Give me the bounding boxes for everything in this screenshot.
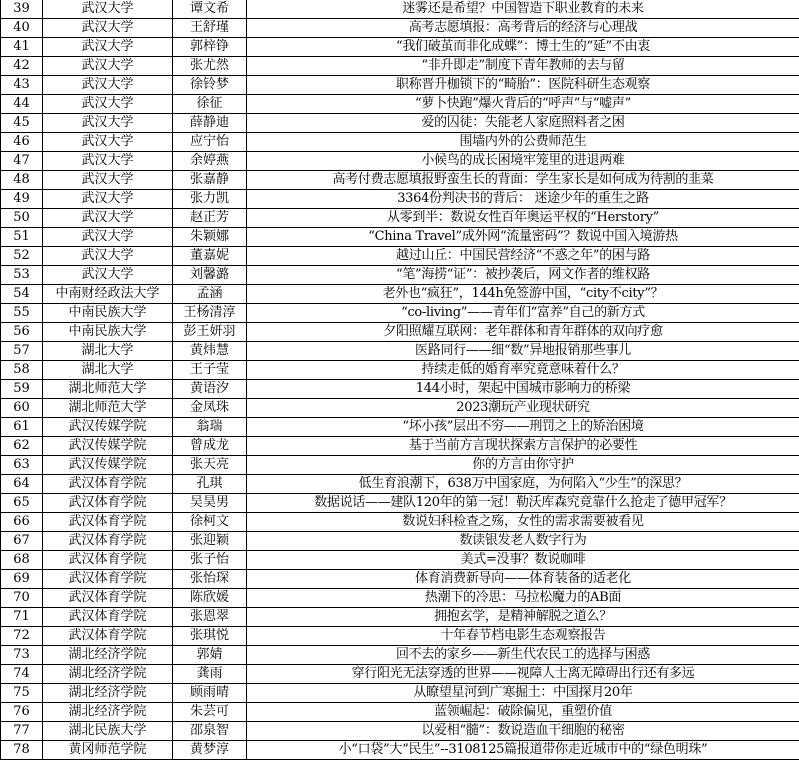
work-title: 以爱相“髓”：数说造血干细胞的秘密: [247, 722, 799, 741]
author-name: 邵泉智: [173, 722, 247, 741]
work-title: 你的方言由你守护: [247, 456, 799, 475]
work-title: 从零到半：数说女性百年奥运平权的“Herstory”: [247, 209, 799, 228]
work-title: “非升即走”制度下青年教师的去与留: [247, 57, 799, 76]
row-number: 43: [1, 76, 43, 95]
author-name: 余婷燕: [173, 152, 247, 171]
author-name: 王舒瑾: [173, 19, 247, 38]
table-row: [1, 551, 799, 570]
work-title: 爱的囚徒：失能老人家庭照料者之困: [247, 114, 799, 133]
table-row: [1, 171, 799, 190]
work-title: 数读银发老人数字行为: [247, 532, 799, 551]
school-name: 武汉体育学院: [43, 570, 173, 589]
work-title: 从瞭望星河到广寒掘土：中国探月20年: [247, 684, 799, 703]
school-name: 湖北大学: [43, 342, 173, 361]
work-title: 144小时，架起中国城市影响力的桥梁: [247, 380, 799, 399]
work-title: 基于当前方言现状探索方言保护的必要性: [247, 437, 799, 456]
row-number: 74: [1, 665, 43, 684]
table-row: [1, 513, 799, 532]
table-row: [1, 608, 799, 627]
work-title: 高考志愿填报：高考背后的经济与心理战: [247, 19, 799, 38]
work-title: 拥抱玄学，是精神解脱之道么？: [247, 608, 799, 627]
table-row: [1, 57, 799, 76]
work-title: 越过山丘：中国民营经济“不惑之年”的困与路: [247, 247, 799, 266]
row-number: 42: [1, 57, 43, 76]
school-name: 武汉大学: [43, 95, 173, 114]
author-name: 孟涵: [173, 285, 247, 304]
school-name: 湖北经济学院: [43, 665, 173, 684]
author-name: 龚雨: [173, 665, 247, 684]
table-row: [1, 228, 799, 247]
school-name: 武汉传媒学院: [43, 418, 173, 437]
table-row: [1, 570, 799, 589]
school-name: 湖北经济学院: [43, 684, 173, 703]
school-name: 黄冈师范学院: [43, 741, 173, 760]
row-number: 69: [1, 570, 43, 589]
school-name: 武汉传媒学院: [43, 437, 173, 456]
row-number: 51: [1, 228, 43, 247]
work-title: 回不去的家乡——新生代农民工的选择与困惑: [247, 646, 799, 665]
author-name: 王子莹: [173, 361, 247, 380]
author-name: 张怡琛: [173, 570, 247, 589]
school-name: 武汉大学: [43, 133, 173, 152]
author-name: 张恩翠: [173, 608, 247, 627]
row-number: 40: [1, 19, 43, 38]
school-name: 湖北民族大学: [43, 722, 173, 741]
work-title: 小“口袋”大“民生”--3108125篇报道带你走近城市中的“绿色明珠”: [247, 741, 799, 760]
table-row: [1, 190, 799, 209]
table-row: [1, 380, 799, 399]
row-number: 59: [1, 380, 43, 399]
row-number: 72: [1, 627, 43, 646]
row-number: 48: [1, 171, 43, 190]
work-title: 十年春节档电影生态观察报告: [247, 627, 799, 646]
school-name: 武汉大学: [43, 38, 173, 57]
table-row: [1, 456, 799, 475]
author-name: 顾雨晴: [173, 684, 247, 703]
school-name: 中南财经政法大学: [43, 285, 173, 304]
table-row: [1, 665, 799, 684]
work-title: 美式=没事？数说咖啡: [247, 551, 799, 570]
row-number: 70: [1, 589, 43, 608]
table-row: [1, 741, 799, 760]
table-row: [1, 399, 799, 418]
work-title: 老外也“疯狂”，144h免签游中国，“city不city”？: [247, 285, 799, 304]
school-name: 武汉体育学院: [43, 627, 173, 646]
table-row: [1, 285, 799, 304]
row-number: 63: [1, 456, 43, 475]
school-name: 武汉大学: [43, 228, 173, 247]
row-number: 68: [1, 551, 43, 570]
school-name: 武汉体育学院: [43, 494, 173, 513]
table-row: [1, 342, 799, 361]
school-name: 湖北经济学院: [43, 703, 173, 722]
row-number: 39: [1, 0, 43, 19]
author-name: 吴昊男: [173, 494, 247, 513]
row-number: 44: [1, 95, 43, 114]
work-title: 数据说话——建队120年的第一冠！勒沃库森究竟靠什么抢走了德甲冠军？: [247, 494, 799, 513]
author-name: 王杨清淳: [173, 304, 247, 323]
work-title: 体育消费新导向——体育装备的适老化: [247, 570, 799, 589]
school-name: 武汉大学: [43, 0, 173, 19]
school-name: 武汉体育学院: [43, 513, 173, 532]
school-name: 湖北经济学院: [43, 646, 173, 665]
work-title: 数说妇科检查之殇，女性的需求需要被看见: [247, 513, 799, 532]
author-name: 薛静迪: [173, 114, 247, 133]
author-name: 张天亮: [173, 456, 247, 475]
row-number: 50: [1, 209, 43, 228]
table-row: [1, 266, 799, 285]
author-name: 曾成龙: [173, 437, 247, 456]
author-name: 董嘉妮: [173, 247, 247, 266]
row-number: 60: [1, 399, 43, 418]
school-name: 武汉大学: [43, 209, 173, 228]
author-name: 刘馨潞: [173, 266, 247, 285]
table-row: [1, 0, 799, 19]
work-title: “China Travel”成外网“流量密码”？数说中国入境游热: [247, 228, 799, 247]
row-number: 53: [1, 266, 43, 285]
row-number: 56: [1, 323, 43, 342]
work-title: 穿行阳光无法穿透的世界——视障人士离无障碍出行还有多远: [247, 665, 799, 684]
work-title: 小候鸟的成长困境牢笼里的进退两难: [247, 152, 799, 171]
table-row: [1, 38, 799, 57]
table-row: [1, 418, 799, 437]
table-row: [1, 361, 799, 380]
row-number: 49: [1, 190, 43, 209]
work-title: “坏小孩”层出不穷——刑罚之上的矫治困境: [247, 418, 799, 437]
row-number: 58: [1, 361, 43, 380]
row-number: 62: [1, 437, 43, 456]
school-name: 中南民族大学: [43, 323, 173, 342]
table-row: [1, 76, 799, 95]
table-row: [1, 304, 799, 323]
row-number: 61: [1, 418, 43, 437]
school-name: 武汉体育学院: [43, 475, 173, 494]
row-number: 73: [1, 646, 43, 665]
table-row: [1, 133, 799, 152]
table-row: [1, 646, 799, 665]
school-name: 武汉大学: [43, 247, 173, 266]
work-title: “co-living”——青年们“富养”自己的新方式: [247, 304, 799, 323]
author-name: 孔琪: [173, 475, 247, 494]
table-row: [1, 95, 799, 114]
row-number: 55: [1, 304, 43, 323]
row-number: 46: [1, 133, 43, 152]
author-name: 翁瑞: [173, 418, 247, 437]
work-title: 3364份判决书的背后： 迷途少年的重生之路: [247, 190, 799, 209]
work-title: 职称晋升枷锁下的“畸胎”：医院科研生态观察: [247, 76, 799, 95]
table-row: [1, 209, 799, 228]
table-body: [1, 0, 799, 760]
work-title: 医路同行——细“数”异地报销那些事儿: [247, 342, 799, 361]
author-name: 应宁怡: [173, 133, 247, 152]
author-name: 朱芸可: [173, 703, 247, 722]
school-name: 武汉体育学院: [43, 589, 173, 608]
school-name: 武汉大学: [43, 19, 173, 38]
row-number: 57: [1, 342, 43, 361]
row-number: 52: [1, 247, 43, 266]
row-number: 65: [1, 494, 43, 513]
school-name: 武汉大学: [43, 266, 173, 285]
author-name: 张迎颖: [173, 532, 247, 551]
school-name: 武汉体育学院: [43, 608, 173, 627]
work-title: “我们破茧而非化成蝶”：博士生的“延”不由衷: [247, 38, 799, 57]
table-row: [1, 589, 799, 608]
table-row: [1, 247, 799, 266]
row-number: 76: [1, 703, 43, 722]
row-number: 64: [1, 475, 43, 494]
school-name: 武汉传媒学院: [43, 456, 173, 475]
author-name: 彭王妍羽: [173, 323, 247, 342]
work-title: “笔”海捞“证”：被抄袭后，网文作者的维权路: [247, 266, 799, 285]
author-name: 郭梓铮: [173, 38, 247, 57]
work-title: 迷雾还是希望？中国智造下职业教育的未来: [247, 0, 799, 19]
row-number: 71: [1, 608, 43, 627]
table-row: [1, 627, 799, 646]
work-title: 蓝领崛起：破除偏见，重塑价值: [247, 703, 799, 722]
table-row: [1, 437, 799, 456]
row-number: 66: [1, 513, 43, 532]
school-name: 中南民族大学: [43, 304, 173, 323]
author-name: 张力凯: [173, 190, 247, 209]
author-name: 张琪悦: [173, 627, 247, 646]
author-name: 张子怡: [173, 551, 247, 570]
author-name: 张嘉静: [173, 171, 247, 190]
author-name: 赵正芳: [173, 209, 247, 228]
row-number: 77: [1, 722, 43, 741]
school-name: 武汉大学: [43, 57, 173, 76]
table-row: [1, 114, 799, 133]
work-title: 夕阳照耀互联网：老年群体和青年群体的双向疗愈: [247, 323, 799, 342]
table-row: [1, 684, 799, 703]
row-number: 75: [1, 684, 43, 703]
table-row: [1, 19, 799, 38]
school-name: 武汉大学: [43, 76, 173, 95]
school-name: 武汉体育学院: [43, 551, 173, 570]
author-name: 徐柯文: [173, 513, 247, 532]
school-name: 武汉大学: [43, 152, 173, 171]
work-title: 热潮下的冷思：马拉松魔力的AB面: [247, 589, 799, 608]
author-name: 黄梦淳: [173, 741, 247, 760]
work-title: 围墙内外的公费师范生: [247, 133, 799, 152]
table-row: [1, 323, 799, 342]
author-name: 黄炜慧: [173, 342, 247, 361]
school-name: 武汉体育学院: [43, 532, 173, 551]
author-name: 徐征: [173, 95, 247, 114]
table-row: [1, 494, 799, 513]
school-name: 湖北大学: [43, 361, 173, 380]
school-name: 武汉大学: [43, 171, 173, 190]
row-number: 78: [1, 741, 43, 760]
table-row: [1, 475, 799, 494]
work-title: 高考付费志愿填报野蛮生长的背面：学生家长是如何成为待割的韭菜: [247, 171, 799, 190]
author-name: 谭文希: [173, 0, 247, 19]
work-title: 低生育浪潮下，638万中国家庭，为何陷入“少生”的深思？: [247, 475, 799, 494]
author-name: 朱颖娜: [173, 228, 247, 247]
row-number: 45: [1, 114, 43, 133]
author-name: 郭婧: [173, 646, 247, 665]
table-row: [1, 722, 799, 741]
work-title: “萝卜快跑”爆火背后的“呼声”与“嘘声”: [247, 95, 799, 114]
table-row: [1, 152, 799, 171]
school-name: 湖北师范大学: [43, 380, 173, 399]
row-number: 67: [1, 532, 43, 551]
table-row: [1, 532, 799, 551]
author-name: 黄语汐: [173, 380, 247, 399]
work-title: 持续走低的婚育率究竟意味着什么？: [247, 361, 799, 380]
school-name: 武汉大学: [43, 190, 173, 209]
author-name: 张尤然: [173, 57, 247, 76]
author-name: 徐铃梦: [173, 76, 247, 95]
row-number: 47: [1, 152, 43, 171]
table-row: [1, 703, 799, 722]
work-title: 2023潮玩产业现状研究: [247, 399, 799, 418]
author-name: 陈欣媛: [173, 589, 247, 608]
row-number: 41: [1, 38, 43, 57]
school-name: 湖北师范大学: [43, 399, 173, 418]
school-name: 武汉大学: [43, 114, 173, 133]
row-number: 54: [1, 285, 43, 304]
author-name: 金凤珠: [173, 399, 247, 418]
